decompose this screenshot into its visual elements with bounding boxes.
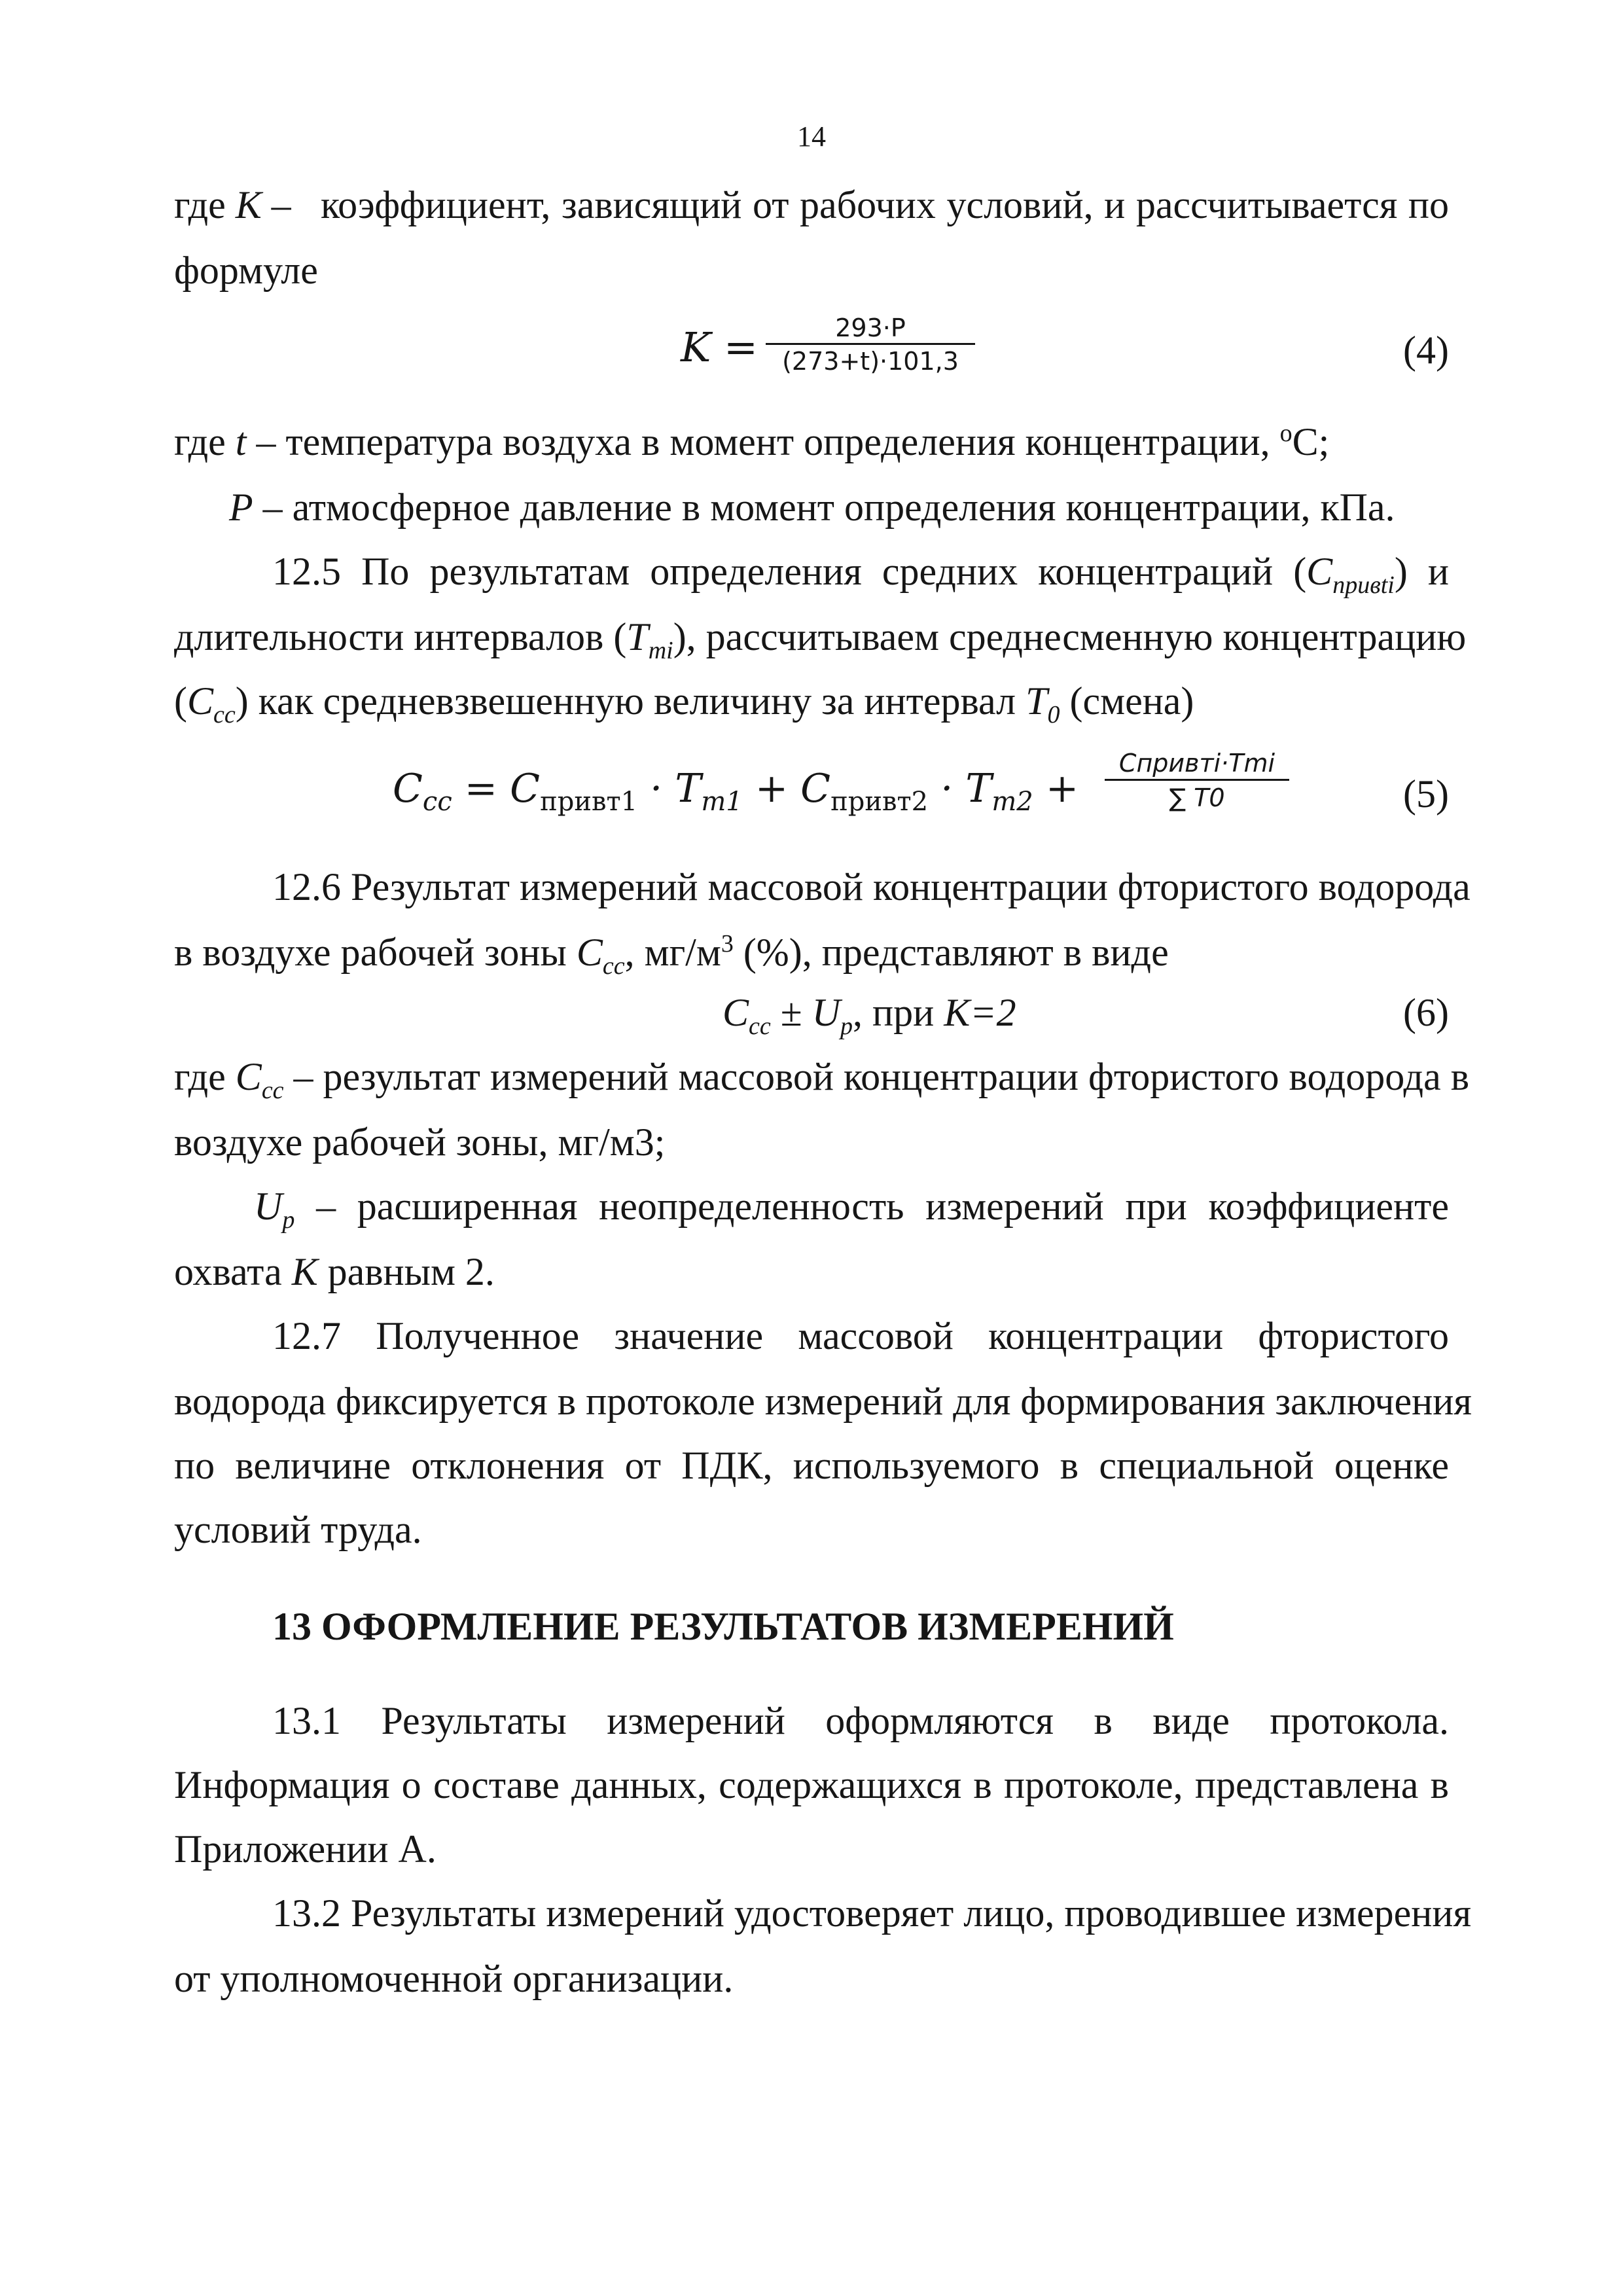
formula-4-fraction (766, 313, 975, 378)
page-number: 14 (797, 120, 826, 152)
where-u-line-1 (254, 1183, 1449, 1234)
para-13-2-line-1: 13.2 Результаты измерений удостоверяет лицо, проводившее измерения (272, 1892, 1472, 1935)
symbol-t: t (235, 420, 247, 463)
para-12-7-line-3: по величине отклонения от ПДК, используемого в специальной оценке (174, 1444, 1449, 1487)
subscript: сс (261, 1077, 284, 1104)
text: – атмосферное давление в момент определения концентрации, кПа. (253, 486, 1395, 529)
para-13-1-line-1: 13.1 Результаты измерений оформляются в виде протокола. (272, 1699, 1449, 1742)
where-p-line (229, 484, 1449, 530)
k-definition-line-1 (174, 182, 1449, 228)
symbol-c: С (576, 931, 603, 974)
symbol-k: К (235, 183, 262, 226)
para-12-7-line-1: 12.7 Полученное значение массовой концентрации фтористого (272, 1314, 1449, 1357)
symbol-c: С (1306, 550, 1333, 593)
degree-sign: о (1279, 420, 1293, 447)
text: (смена) (1060, 679, 1194, 723)
text: где (174, 183, 236, 226)
symbol-u: U (254, 1185, 283, 1228)
subscript: сс (213, 701, 236, 728)
para-12-6-line-2 (174, 929, 1449, 980)
subscript: привт2 (830, 787, 929, 817)
section-13-heading: 13 ОФОРМЛЕНИЕ РЕЗУЛЬТАТОВ ИЗМЕРЕНИЙ (272, 1605, 1174, 1648)
text: – расширенная неопределенность измерений при коэффициенте (294, 1185, 1449, 1228)
text: ( (174, 679, 187, 723)
para-12-7-line-4: условий труда. (174, 1508, 422, 1551)
symbol-c: С (722, 991, 749, 1034)
subscript: сс (749, 1013, 771, 1040)
dot: · (928, 766, 966, 812)
formula-6-body (722, 990, 1016, 1040)
formula-5-number: (5) (1403, 772, 1449, 816)
symbol-k: К (291, 1250, 318, 1293)
where-c-line-2: воздухе рабочей зоны, мг/м3; (174, 1121, 666, 1164)
dot: · (637, 766, 675, 812)
plus: + (1033, 766, 1079, 812)
text: где (174, 420, 236, 463)
symbol-u: U (812, 991, 841, 1034)
para-13-1-line-3: Приложении А. (174, 1827, 437, 1871)
text: равным 2. (317, 1250, 495, 1293)
para-12-5-line-3 (174, 678, 1449, 728)
formula-4-lhs: K = (681, 323, 758, 371)
text: ) и (1394, 550, 1449, 593)
superscript: 3 (721, 930, 734, 958)
text: – температура воздуха в момент определения концентрации, (246, 420, 1280, 463)
symbol-t: T (1026, 679, 1048, 723)
subscript: m1 (701, 787, 743, 817)
symbol-t: T (675, 766, 702, 812)
formula-4-denominator: (273+t)·101,3 (782, 347, 959, 376)
symbol-t: T (965, 766, 992, 812)
text: – результат измерений массовой концентрации фтористого водорода в (283, 1055, 1470, 1098)
para-12-5-line-1 (272, 548, 1449, 599)
formula-5-body (393, 766, 1079, 817)
text: С; (1292, 420, 1330, 463)
symbol-c: С (235, 1055, 262, 1098)
text: длительности интервалов ( (174, 615, 627, 658)
where-c-line-1 (174, 1054, 1470, 1104)
formula-5-denominator: ∑ T0 (1169, 783, 1225, 812)
text: , мг/м (624, 931, 721, 974)
subscript: mi (648, 637, 673, 664)
where-u-line-2 (174, 1249, 1449, 1295)
para-12-5-line-2 (174, 614, 1467, 664)
symbol-c: C (510, 766, 541, 812)
text: 12.5 По результатам определения средних концентраций ( (272, 550, 1307, 593)
symbol-p: Р (229, 486, 253, 529)
subscript: привti (1332, 571, 1395, 599)
text: ), рассчитываем среднесменную концентрацию (673, 615, 1467, 658)
subscript: 0 (1047, 701, 1060, 728)
para-13-1-line-2: Информация о составе данных, содержащихся в протоколе, представлена в (174, 1763, 1449, 1806)
symbol-c: C (393, 766, 423, 812)
formula-4-number: (4) (1403, 329, 1449, 372)
text: коэффициент, зависящий от рабочих условий, и рассчитывается по (321, 183, 1449, 226)
k-definition-line-2: формуле (174, 249, 318, 292)
plus-minus: ± (770, 991, 812, 1034)
formula-6-number: (6) (1403, 991, 1449, 1034)
text: в воздухе рабочей зоны (174, 931, 577, 974)
para-13-2-line-2: от уполномоченной организации. (174, 1957, 734, 2000)
subscript: m2 (991, 787, 1033, 817)
formula-5-fraction (1105, 747, 1289, 815)
subscript: сс (602, 952, 625, 980)
para-12-7-line-2: водорода фиксируется в протоколе измерений для формирования заключения (174, 1380, 1472, 1423)
where-t-line (174, 419, 1449, 465)
text: , при (853, 991, 944, 1034)
subscript: привт1 (540, 787, 638, 817)
text: – (261, 183, 291, 226)
text: ) как средневзвешенную величину за интервал (235, 679, 1026, 723)
symbol-k: К=2 (944, 991, 1016, 1034)
equals: = (452, 766, 510, 812)
text: где (174, 1055, 236, 1098)
symbol-c: С (187, 679, 214, 723)
symbol-c: C (800, 766, 831, 812)
symbol-t: T (626, 615, 649, 658)
subscript: p (282, 1206, 295, 1234)
plus: + (742, 766, 801, 812)
text: (%), представляют в виде (733, 931, 1169, 974)
subscript: p (840, 1013, 853, 1040)
text: охвата (174, 1250, 292, 1293)
para-12-6-line-1: 12.6 Результат измерений массовой концентрации фтористого водорода (272, 865, 1471, 908)
formula-5-numerator: Cпривтi·Tmi (1118, 749, 1275, 778)
formula-4-numerator: 293·P (835, 314, 906, 342)
subscript: cc (422, 787, 452, 817)
